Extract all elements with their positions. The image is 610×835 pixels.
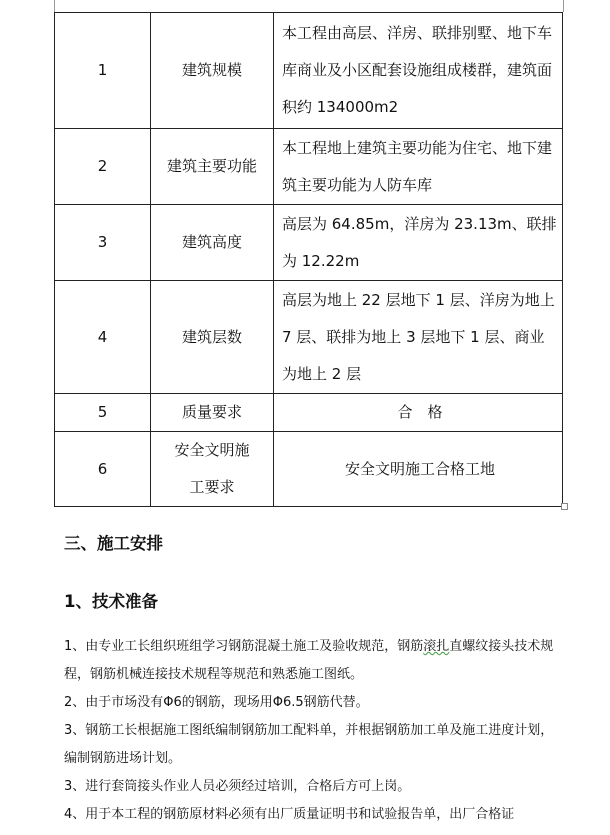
row-item: 建筑高度 [151, 205, 274, 281]
row-number: 5 [55, 394, 151, 432]
margin-corner-mark [54, 0, 55, 12]
row-description: 合 格 [274, 394, 563, 432]
table-row [55, 281, 563, 394]
table-row [55, 205, 563, 281]
paragraph: 4、用于本工程的钢筋原材料必须有出厂质量证明书和试验报告单，出厂合格证 [64, 807, 515, 822]
row-description: 高层为地上 22 层地下 1 层、洋房为地上 7 层、联排为地上 3 层地下 1 层、商业为地上 2 层 [274, 281, 563, 394]
row-item: 建筑规模 [151, 13, 274, 129]
table-resize-handle[interactable] [561, 503, 568, 510]
row-description: 本工程由高层、洋房、联排别墅、地下车库商业及小区配套设施组成楼群，建筑面积约 134000m2 [274, 13, 563, 129]
row-description: 安全文明施工合格工地 [274, 432, 563, 507]
row-item: 建筑主要功能 [151, 129, 274, 205]
row-number: 4 [55, 281, 151, 394]
subsection-heading: 1、技术准备 [64, 592, 158, 611]
row-item: 质量要求 [151, 394, 274, 432]
table-row [55, 13, 563, 129]
row-number: 6 [55, 432, 151, 507]
row-description: 本工程地上建筑主要功能为住宅、地下建筑主要功能为人防车库 [274, 129, 563, 205]
table-row [55, 394, 563, 432]
paragraph: 3、进行套筒接头作业人员必须经过培训，合格后方可上岗。 [64, 779, 411, 794]
row-description: 高层为 64.85m，洋房为 23.13m、联排为 12.22m [274, 205, 563, 281]
margin-corner-mark [563, 0, 564, 12]
table-row [55, 129, 563, 205]
row-item: 建筑层数 [151, 281, 274, 394]
paragraph-text: 直螺纹接头技术规程，钢筋机械连接技术规程等规范和熟悉施工图纸。 [64, 639, 554, 682]
table-row [55, 432, 563, 507]
row-number: 2 [55, 129, 151, 205]
paragraph [64, 633, 564, 689]
row-number: 3 [55, 205, 151, 281]
paragraph: 3、钢筋工长根据施工图纸编制钢筋加工配料单，并根据钢筋加工单及施工进度计划，编制钢筋进场计划。 [64, 723, 554, 766]
row-item: 安全文明施工要求 [151, 432, 274, 507]
body-text [64, 633, 564, 829]
row-number: 1 [55, 13, 151, 129]
paragraph: 2、由于市场没有Φ6的钢筋，现场用Φ6.5钢筋代替。 [64, 695, 369, 710]
project-overview-table [54, 12, 563, 507]
paragraph-text: 1、由专业工长组织班组学习钢筋混凝土施工及验收规范，钢筋 [64, 639, 424, 654]
section-heading: 三、施工安排 [64, 534, 163, 553]
spellcheck-flagged-word[interactable]: 滚扎 [423, 639, 450, 654]
